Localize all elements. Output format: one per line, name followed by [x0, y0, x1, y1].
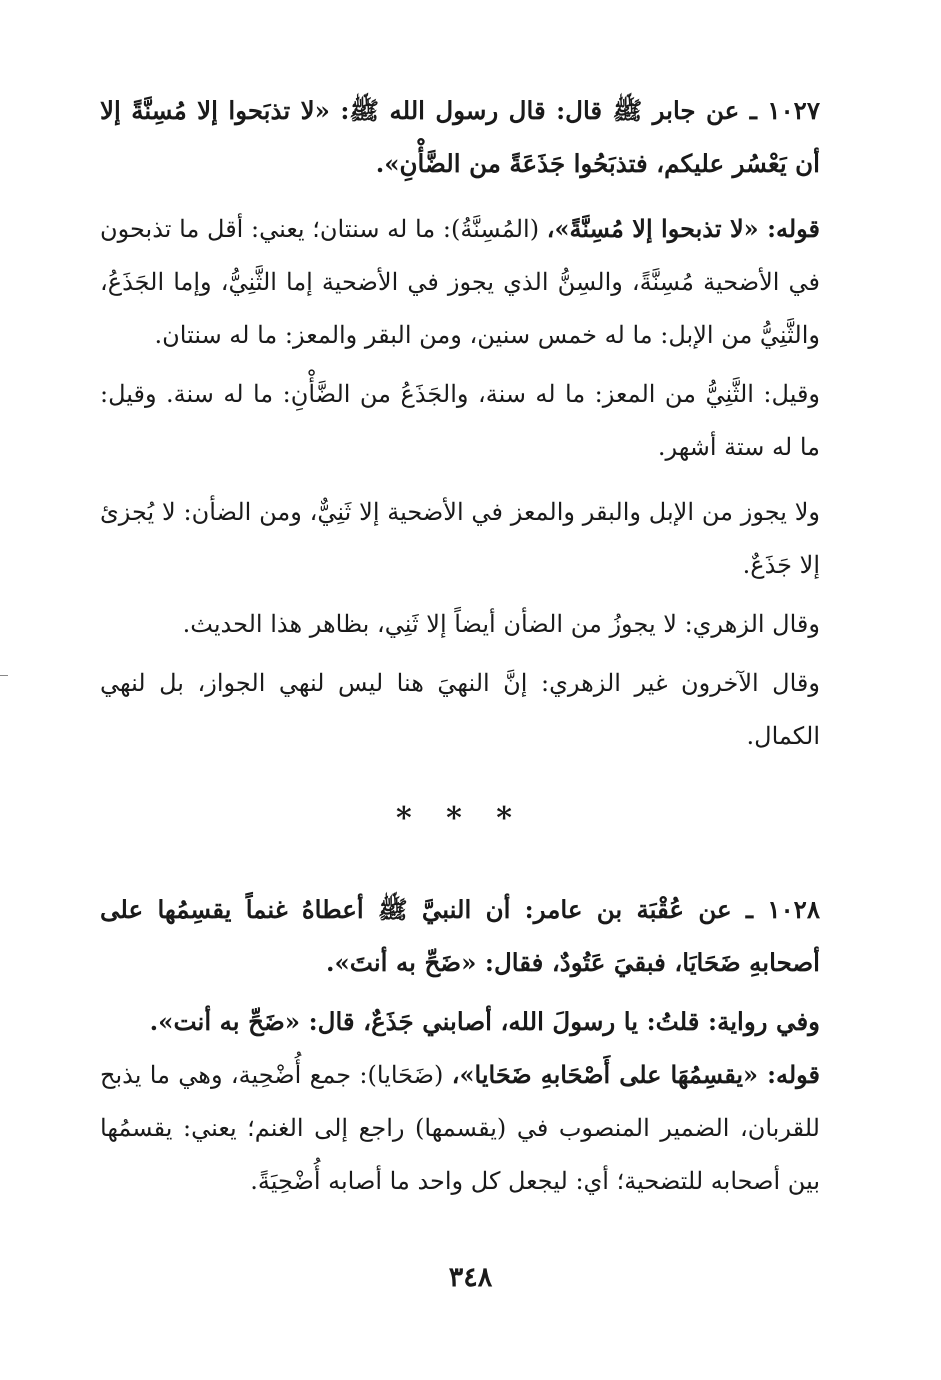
commentary-1028-lead: قوله: «يقسِمُهَا على أَصْحَابهِ ضَحَايا»،: [451, 1060, 820, 1089]
page-body: [100, 84, 820, 1208]
section-separator: * * *: [396, 801, 524, 836]
hadith-1027-text: ١٠٢٧ ـ عن جابر ﷺ قال: قال رسول الله ﷺ: «لا تذبَحوا إلا مُسِنَّةً إلا أن يَعْسُر عليكم، فتذبَحُوا جَذَعَةً من الضَّأْنِ».: [100, 96, 820, 178]
commentary-1028-paragraph-1: [100, 1048, 820, 1208]
edge-mark: [0, 675, 8, 676]
commentary-1027-paragraph-5: وقال الآخرون غير الزهري: إنَّ النهيَ هنا ليس لنهي الجواز، بل لنهي الكمال.: [100, 669, 820, 750]
commentary-1027-body: (المُسِنَّةُ): ما له سنتان؛ يعني: أقل ما تذبحون في الأضحية مُسِنَّةً، والسِنُّ الذي يجوز في الأضحية إما الثَّنِيُّ، وإما الجَذَعُ، والثَّنِيُّ من الإبل: ما له خمس سنين، ومن البقر والمعز: ما له سنتان.: [100, 215, 820, 349]
commentary-1027-paragraph-3: ولا يجوز من الإبل والبقر والمعز في الأضحية إلا ثَنِيٌّ، ومن الضأن: لا يُجزئ إلا جَذَعٌ.: [100, 498, 820, 579]
hadith-1027: [100, 84, 820, 190]
commentary-1027-paragraph-4: وقال الزهري: لا يجوزُ من الضأن أيضاً إلا ثَنِي، بظاهر هذا الحديث.: [182, 610, 820, 638]
page-number: ٣٤٨: [448, 1262, 493, 1293]
hadith-1028-variant: وفي رواية: قلتُ: يا رسولَ الله، أصابني جَذَعٌ، قال: «ضَحِّ به أنت».: [149, 1007, 820, 1036]
commentary-1027-paragraph-1: [100, 202, 820, 362]
hadith-1028: [100, 883, 820, 989]
commentary-1027-paragraph-2: وقيل: الثَّنِيُّ من المعز: ما له سنة، والجَذَعُ من الضَّأْنِ: ما له سنة. وقيل: ما له ستة أشهر.: [100, 380, 820, 461]
commentary-1028-body: (ضَحَايا): جمع أُضْحِية، وهي ما يذبح للقربان، الضمير المنصوب في (يقسمها) راجع إلى الغنم؛ يعني: يقسمُها بين أصحابه للتضحية؛ أي: ليجعل كل واحد ما أصابه أُضْحِيَةً.: [100, 1061, 820, 1195]
commentary-1027-lead: قوله: «لا تذبحوا إلا مُسِنَّةً»،: [546, 214, 820, 243]
hadith-1028-text: ١٠٢٨ ـ عن عُقْبَة بن عامر: أن النبيَّ ﷺ أعطاهُ غنماً يقسِمُها على أصحابهِ ضَحَايَا، فبقيَ عَتُودٌ، فقال: «ضَحِّ به أنتَ».: [100, 895, 820, 977]
